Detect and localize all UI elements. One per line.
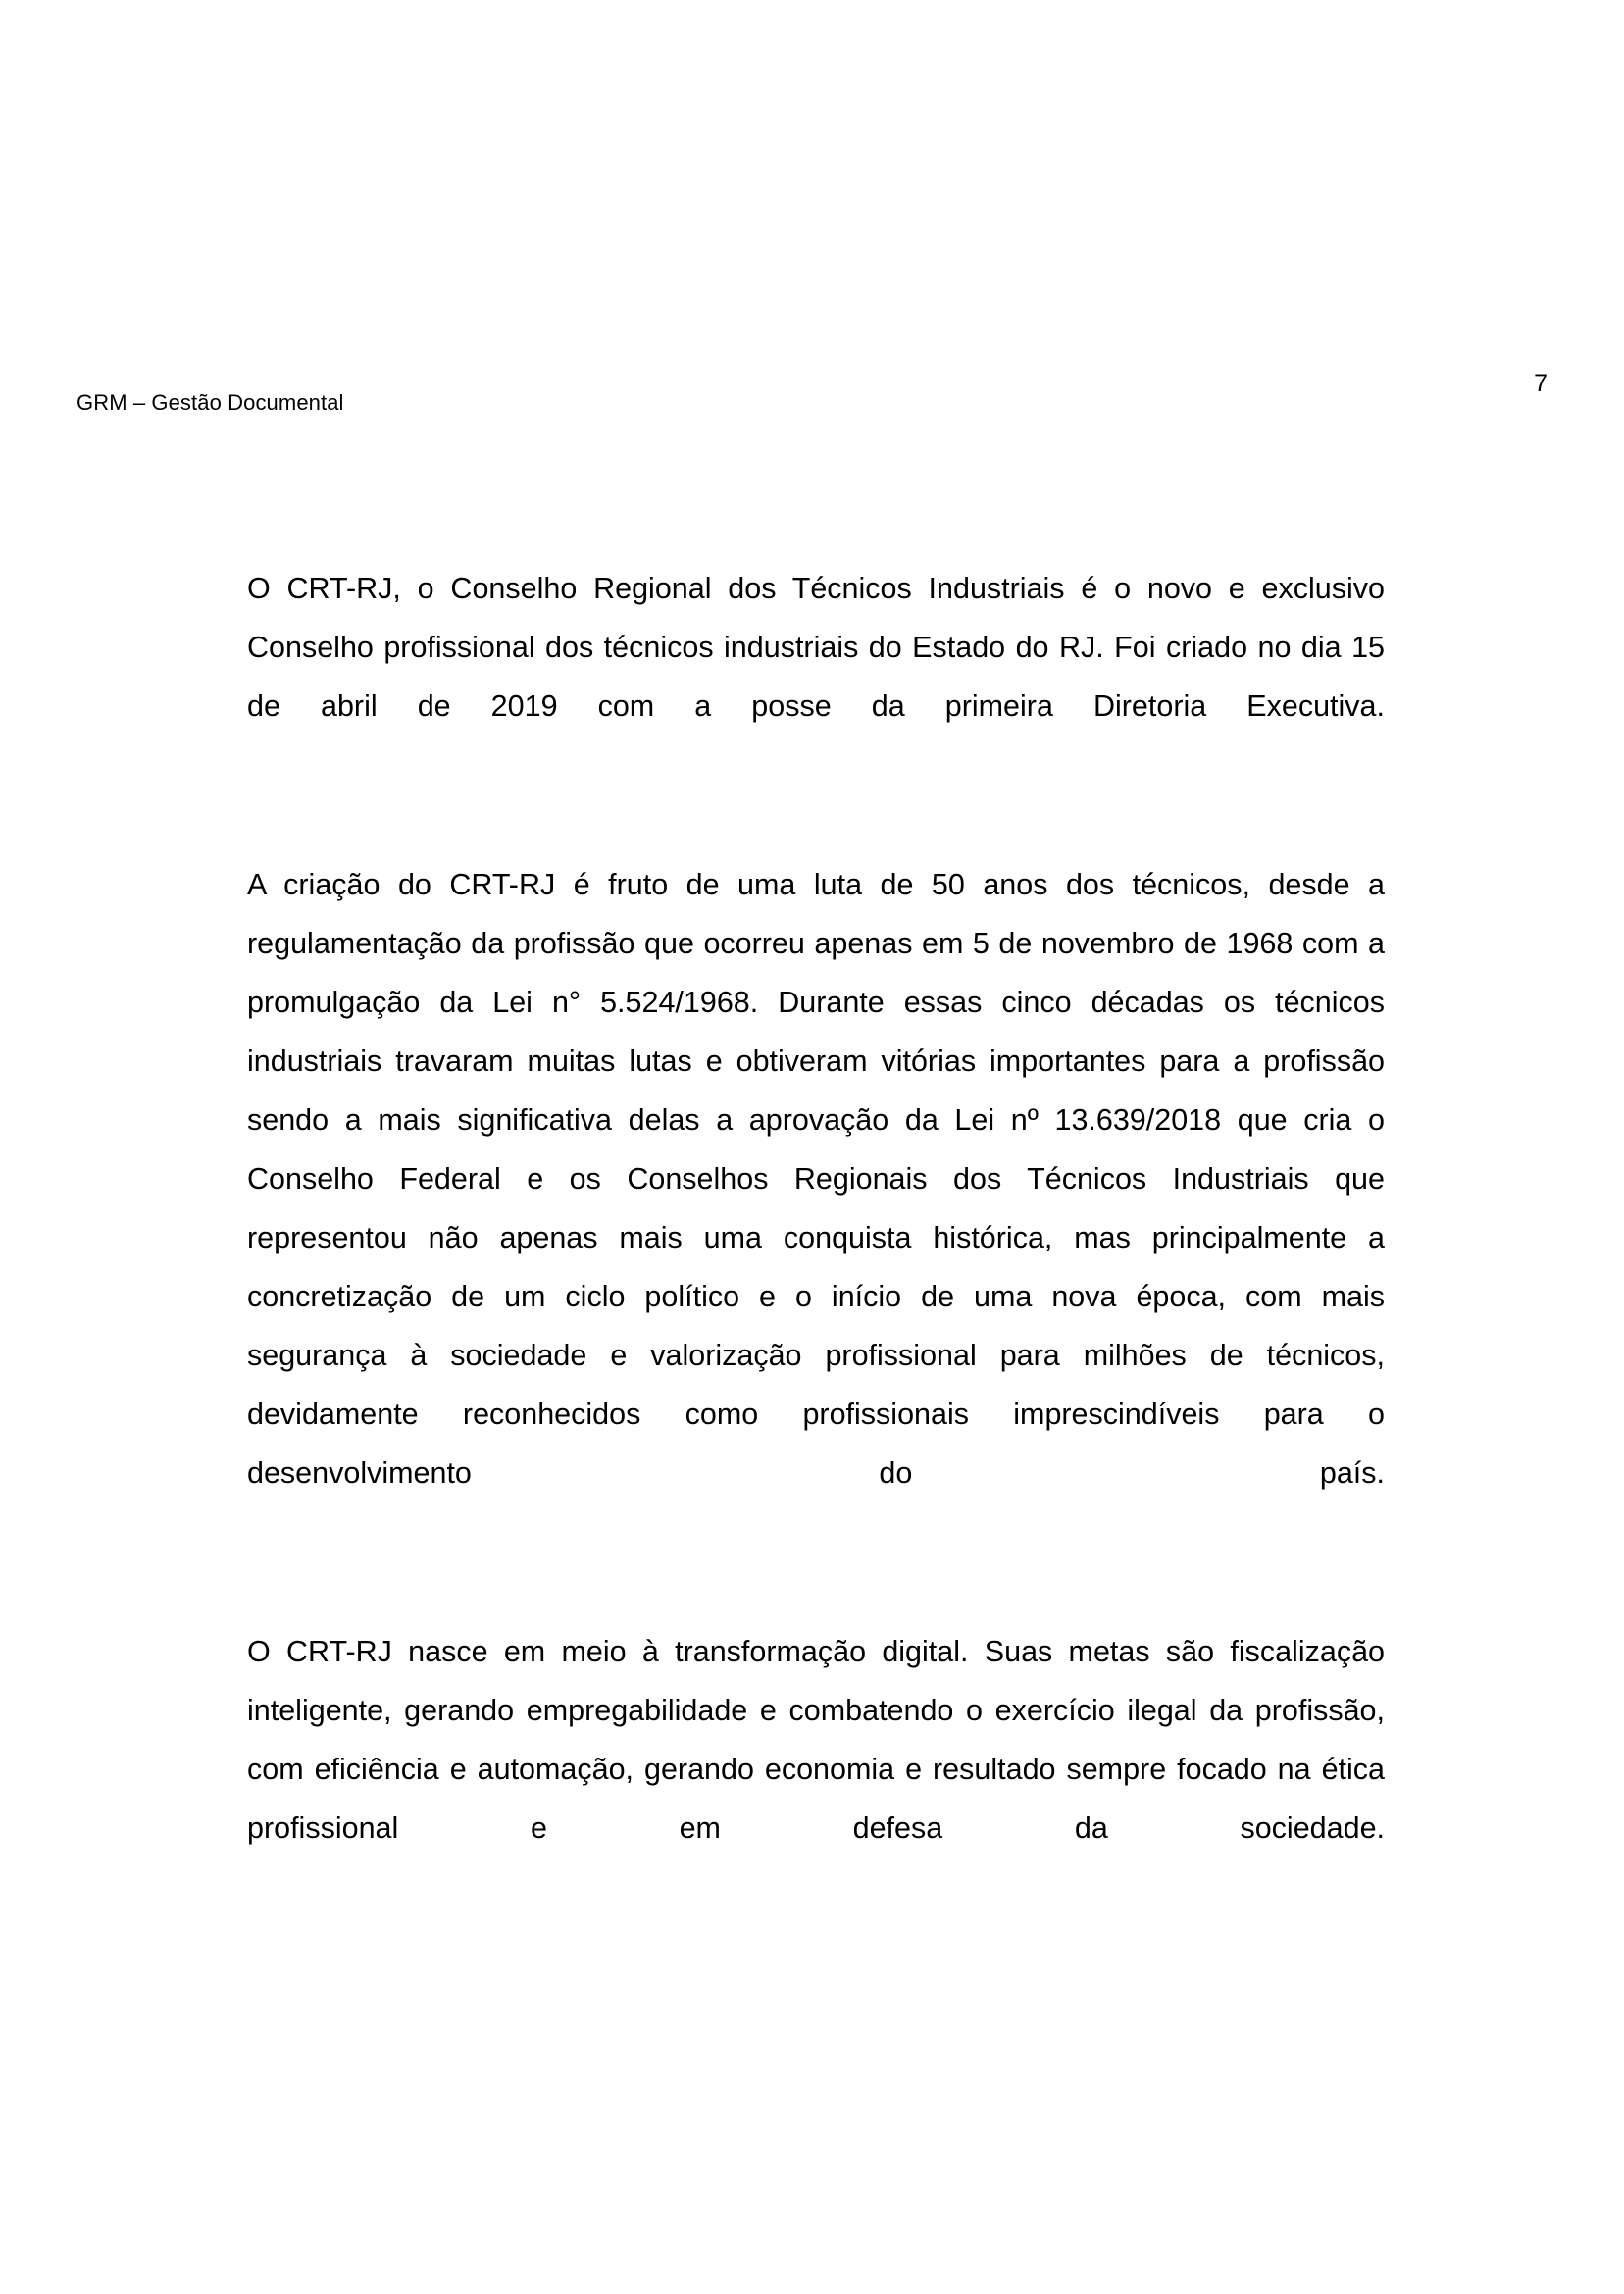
page-number: 7 [1534, 370, 1548, 397]
paragraph-2: A criação do CRT-RJ é fruto de uma luta de 50 anos dos técnicos, desde a regulamentação da profissão que ocorreu apenas em 5 de novembro de 1968 com a promulgação da Lei n° 5.524/1968. Durante essas cinco décadas os técnicos industriais travaram muitas lutas e obtiveram vitórias importantes para a profissão sendo a mais significativa delas a aprovação da Lei nº 13.639/2018 que cria o Conselho Federal e os Conselhos Regionais dos Técnicos Industriais que representou não apenas mais uma conquista histórica, mas principalmente a concretização de um ciclo político e o início de uma nova época, com mais segurança à sociedade e valorização profissional para milhões de técnicos, devidamente reconhecidos como profissionais imprescindíveis para o desenvolvimento do país. [247, 868, 1385, 1490]
paragraph-3: O CRT-RJ nasce em meio à transformação digital. Suas metas são fiscalização inteligente, gerando empregabilidade e combatendo o exercício ilegal da profissão, com eficiência e automação, gerando economia e resultado sempre focado na ética profissional e em defesa da sociedade. [247, 1635, 1385, 1845]
paragraph-1: O CRT-RJ, o Conselho Regional dos Técnicos Industriais é o novo e exclusivo Conselho profissional dos técnicos industriais do Estado do RJ. Foi criado no dia 15 de abril de 2019 com a posse da primeira Diretoria Executiva. [247, 572, 1385, 723]
body-text-column [247, 559, 1385, 1916]
running-head: GRM – Gestão Documental [76, 390, 344, 415]
